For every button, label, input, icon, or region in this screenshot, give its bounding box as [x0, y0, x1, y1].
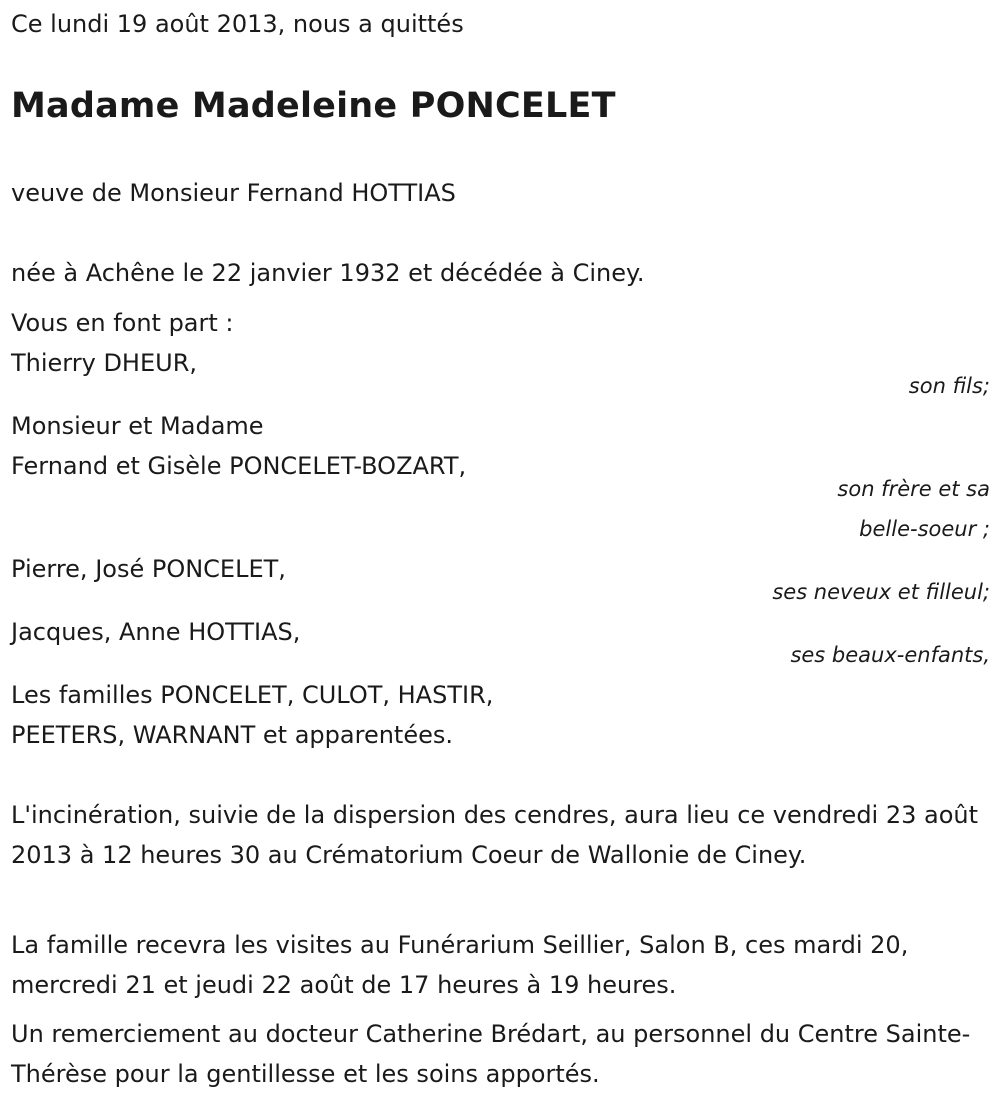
- family-member-name: Les familles PONCELET, CULOT, HASTIR,: [11, 681, 494, 709]
- widow-of: veuve de Monsieur Fernand HOTTIAS: [11, 179, 456, 207]
- family-relation: ses beaux-enfants,: [790, 643, 990, 667]
- obituary-notice: [11, 0, 990, 1109]
- cremation-paragraph: L'incinération, suivie de la dispersion des cendres, aura lieu ce vendredi 23 août 2013 à 12 heures 30 au Crématorium Coeur de Wallonie de Ciney.: [11, 801, 979, 869]
- deceased-name: Madame Madeleine PONCELET: [11, 86, 616, 126]
- family-member-name: PEETERS, WARNANT et apparentées.: [11, 721, 453, 749]
- birth-death-line: née à Achêne le 22 janvier 1932 et décédée à Ciney.: [11, 259, 645, 287]
- date-of-passing: Ce lundi 19 août 2013, nous a quittés: [11, 10, 464, 38]
- announce-line: Vous en font part :: [11, 309, 234, 337]
- family-member-name: Pierre, José PONCELET,: [11, 555, 286, 583]
- family-member-name: Jacques, Anne HOTTIAS,: [11, 618, 301, 646]
- thanks-paragraph: Un remerciement au docteur Catherine Brédart, au personnel du Centre Sainte-Thérèse pour la gentillesse et les soins apportés.: [11, 1020, 971, 1088]
- family-relation: son frère et sa: [837, 477, 990, 501]
- family-relation: son fils;: [908, 374, 990, 398]
- family-relation: belle-soeur ;: [859, 517, 990, 541]
- family-member-name: Monsieur et Madame: [11, 412, 264, 440]
- family-member-name: Fernand et Gisèle PONCELET-BOZART,: [11, 452, 467, 480]
- visitation-paragraph: La famille recevra les visites au Funérarium Seillier, Salon B, ces mardi 20, mercredi 21 et jeudi 22 août de 17 heures à 19 heures.: [11, 931, 909, 999]
- family-relation: ses neveux et filleul;: [772, 580, 990, 604]
- family-member-name: Thierry DHEUR,: [11, 349, 198, 377]
